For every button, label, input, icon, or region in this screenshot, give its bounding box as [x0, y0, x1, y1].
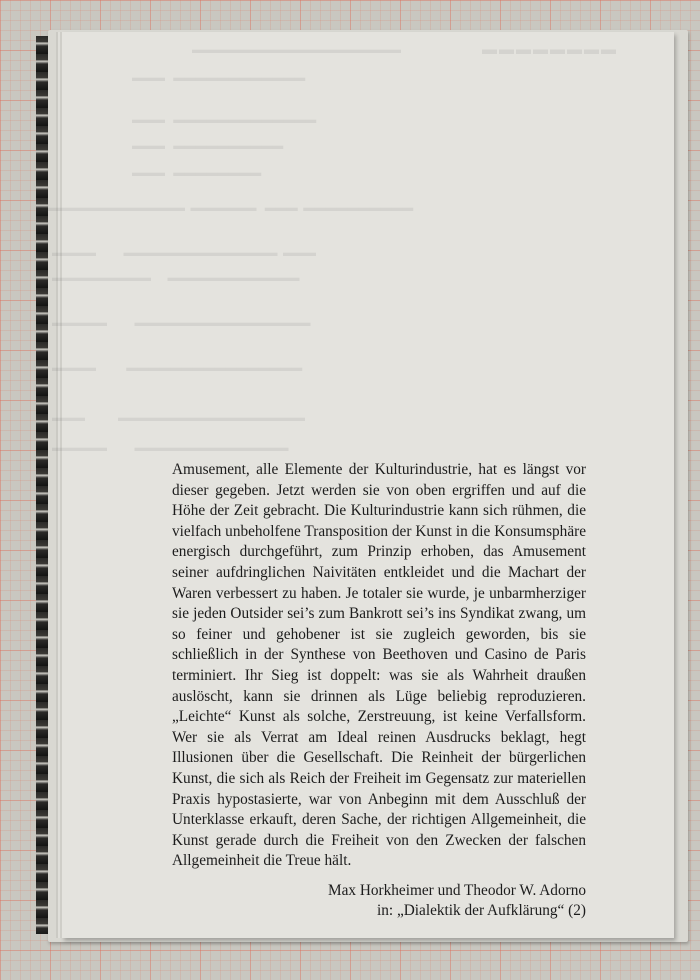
quote-block: [172, 460, 586, 922]
showthrough-line: ▬▬▬ ▬▬▬▬▬▬▬▬▬▬▬▬▬▬▬▬▬: [52, 412, 305, 424]
quote-attribution: [172, 881, 586, 922]
showthrough-line: ▬▬▬▬ ▬▬▬▬▬▬▬▬▬▬▬▬▬▬▬▬: [52, 362, 303, 374]
showthrough-line: ▬▬▬▬▬▬▬▬▬▬▬▬▬▬▬▬▬▬▬: [192, 44, 401, 56]
quote-paragraph: Amusement, alle Elemente der Kulturindustrie, hat es längst vor dieser gegeben. Jetzt werden sie von oben ergriffen und auf die Höhe der Zeit gebracht. Die Kulturindustrie kann sich rühmen, die vielfach unbeholfene Transposition der Kunst in die Konsumsphäre energisch durchgeführt, zum Prinzip erhoben, das Amusement seiner aufdringlichen Naivitäten entkleidet und die Machart der Waren verbessert zu haben. Je totaler sie wurde, je unbarmherziger sie jeden Outsider sei’s zum Bankrott sei’s ins Syndikat zwang, um so feiner und gehobener ist sie zugleich geworden, bis sie schließlich in der Synthese von Beethoven und Casino de Paris terminiert. Ihr Sieg ist doppelt: was sie als Wahrheit draußen auslöscht, kann sie drinnen als Lüge beliebig reproduzieren. „Leichte“ Kunst als solche, Zerstreuung, ist keine Verfallsform. Wer sie als Verrat am Ideal reinen Ausdrucks beklagt, hegt Illusionen über die Gesellschaft. Die Reinheit der bürgerlichen Kunst, die sich als Reich der Freiheit im Gegensatz zur materiellen Praxis hypostasierte, war von Anbeginn mit dem Ausschluß der Unterklasse erkauft, deren Sache, der richtigen Allgemeinheit, die Kunst gerade durch die Freiheit von den Zwecken der falschen Allgemeinheit die Treue hält.: [172, 461, 586, 870]
showthrough-line: ▬▬▬▬▬▬▬▬▬ ▬▬▬▬▬▬▬▬▬▬▬▬: [52, 272, 300, 284]
showthrough-line: ▬▬▬▬▬ ▬▬▬▬▬▬▬▬▬▬▬▬▬▬▬▬: [52, 317, 311, 329]
showthrough-line: ▬▬▬ ▬▬▬▬▬▬▬▬▬▬▬▬: [132, 72, 306, 84]
showthrough-line: ▬▬▬▬▬ ▬▬▬▬▬▬▬▬▬▬▬▬▬▬: [52, 442, 289, 454]
quote-author: Max Horkheimer und Theodor W. Adorno: [327, 881, 586, 899]
showthrough-heading: ▬▬▬▬▬▬▬▬: [482, 42, 618, 58]
showthrough-line: ▬▬▬▬ ▬▬▬▬▬▬▬▬▬▬▬▬▬▬ ▬▬▬: [52, 247, 316, 259]
quote-source: in: „Dialektik der Aufklärung“ (2): [377, 902, 586, 920]
showthrough-line: ▬▬▬ ▬▬▬▬▬▬▬▬▬▬▬▬▬: [132, 114, 317, 126]
showthrough-line: ▬▬▬ ▬▬▬▬▬▬▬▬▬▬: [132, 140, 284, 152]
showthrough-line: ▬▬▬▬▬▬▬▬▬▬▬▬▬ ▬▬▬▬▬▬ ▬▬▬ ▬▬▬▬▬▬▬▬▬▬: [42, 202, 414, 214]
showthrough-line: ▬▬▬ ▬▬▬▬▬▬▬▬: [132, 167, 262, 179]
